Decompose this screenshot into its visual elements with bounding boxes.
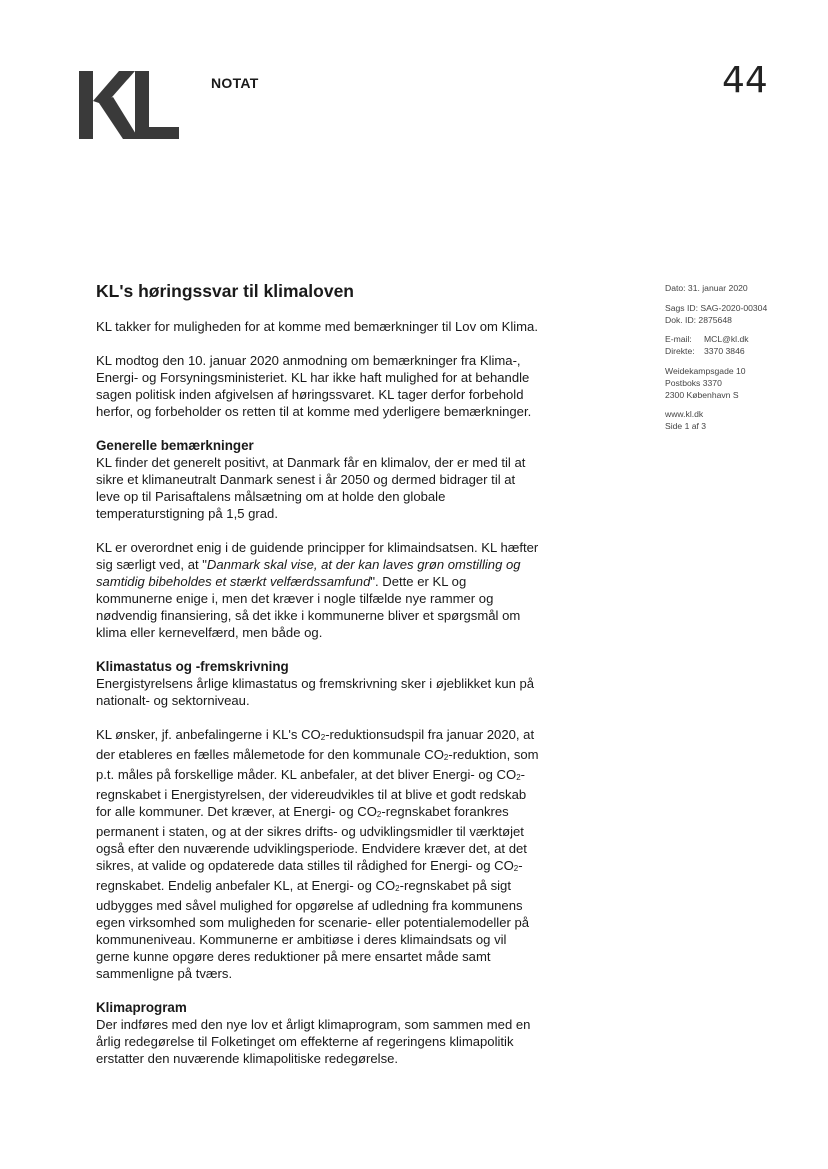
text-line: KL modtog den 10. januar 2020 anmodning om bemærkninger fra Klima-, xyxy=(96,353,521,368)
text-line: p.t. måles på forskellige måder. KL anbefaler, at det bliver Energi- og $CO_2-$ xyxy=(96,767,526,782)
generelle-paragraph-2 xyxy=(96,539,566,641)
text-line: gerne kunne opgøre deres reduktioner på mere ensartet måde samt xyxy=(96,949,491,964)
metadata-column xyxy=(665,283,805,441)
address-group xyxy=(665,366,805,401)
document-title: KL's høringssvar til klimaloven xyxy=(96,281,354,301)
section-heading-klimastatus: Klimastatus og -fremskrivning xyxy=(96,659,289,674)
text-line: også efter den nuværende udviklingsperiode. Endvidere kræver det, at det xyxy=(96,841,527,856)
text-line xyxy=(96,556,566,573)
address-city: 2300 København S xyxy=(665,389,739,400)
text-line: sagen politisk inden afgivelsen af høringssvaret. KL tager derfor forbehold xyxy=(96,387,524,402)
phone-row xyxy=(665,346,805,358)
text-line: for alle kommuner. Det kræver, at Energi- og $CO_2$-regnskabet forankres xyxy=(96,804,509,819)
text-line: permanent i staten, og at der sikres drifts- og udviklingsmidler til værktøjet xyxy=(96,824,524,839)
text-line: regnskabet i Energistyrelsen, der videreudvikles til at blive et godt redskab xyxy=(96,787,527,802)
text-line: kommunerne enige i, men det kræver i nogle tilfælde nye rammer og xyxy=(96,591,494,606)
klimastatus-paragraph-2 xyxy=(96,726,566,982)
web-group xyxy=(665,409,805,433)
email-label: E-mail: xyxy=(665,334,692,345)
text-line: sikre et klimaneutralt Danmark senest i år 2050 og dermed bidrager til at xyxy=(96,472,516,487)
text-line: regnskabet. Endelig anbefaler KL, at Energi- og $CO_2$-regnskabet på sigt xyxy=(96,878,511,893)
address-box: Postboks 3370 xyxy=(665,377,722,388)
kl-logo xyxy=(79,71,179,139)
text-fragment: sig særligt ved, at " xyxy=(96,557,207,572)
date: Dato: 31. januar 2020 xyxy=(665,283,748,293)
text-line: sikres, at valide og opdaterede data stilles til rådighed for Energi- og $CO_2-$ xyxy=(96,858,523,873)
text-line: sammenligne på tværs. xyxy=(96,966,233,981)
text-line: KL er overordnet enig i de guidende principper for klimaindsatsen. KL hæfter xyxy=(96,540,539,555)
text-fragment: ". Dette er KL og xyxy=(370,574,467,589)
text-line: klima eller kernevelfærd, men både og. xyxy=(96,625,323,640)
section-heading-klimaprogram: Klimaprogram xyxy=(96,1000,187,1015)
text-line: udbygges med såvel mulighed for opgørelse af udledning fra kommunens xyxy=(96,898,523,913)
intro-paragraph-1: KL takker for muligheden for at komme med bemærkninger til Lov om Klima. xyxy=(96,319,538,334)
date-group xyxy=(665,283,805,295)
section-heading-generelle: Generelle bemærkninger xyxy=(96,438,254,453)
intro-paragraph-2 xyxy=(96,352,566,420)
case-id: Sags ID: SAG-2020-00304 xyxy=(665,302,768,313)
text-line: nationalt- og sektorniveau. xyxy=(96,693,250,708)
text-line: KL finder det generelt positivt, at Danmark får en klimalov, der er med til at xyxy=(96,455,526,470)
text-line: leve op til Parisaftalens målsætning om at holde den globale xyxy=(96,489,446,504)
contact-group xyxy=(665,334,805,358)
generelle-paragraph-1 xyxy=(96,454,566,522)
doc-type-label: NOTAT xyxy=(211,75,259,91)
quote-text: Danmark skal vise, at der kan laves grøn omstilling og xyxy=(206,557,521,572)
klimaprogram-paragraph-1 xyxy=(96,1016,566,1067)
text-line: temperaturstigning på 1,5 grad. xyxy=(96,506,278,521)
address-street: Weidekampsgade 10 xyxy=(665,365,746,376)
text-line: Energistyrelsens årlige klimastatus og fremskrivning sker i øjeblikket kun på xyxy=(96,676,535,691)
email-row xyxy=(665,334,805,346)
text-line: erstatter den nuværende klimapolitiske redegørelse. xyxy=(96,1051,399,1066)
text-line: kommuneniveau. Kommunerne er ambitiøse i deres klimaindsats og vil xyxy=(96,932,507,947)
website: www.kl.dk xyxy=(665,409,704,420)
doc-id: Dok. ID: 2875648 xyxy=(665,314,732,325)
page-indicator: Side 1 af 3 xyxy=(665,421,707,432)
id-group xyxy=(665,303,805,327)
klimastatus-paragraph-1 xyxy=(96,675,566,709)
email-value: MCL@kl.dk xyxy=(704,334,749,345)
text-line: KL ønsker, jf. anbefalingerne i KL's $CO_2$-reduktionsudspil fra januar 2020, at xyxy=(96,727,535,742)
text-line: herfor, og forbeholder os retten til at komme med yderligere bemærkninger. xyxy=(96,404,532,419)
handwritten-page-number: 44 xyxy=(722,60,768,101)
text-line: egen virksomhed som muligheden for scenarie- eller potentialemodeller på xyxy=(96,915,530,930)
quote-text: samtidig bibeholdes et stærkt velfærdssamfund xyxy=(96,574,371,589)
phone-value: 3370 3846 xyxy=(704,346,745,357)
text-line: Energi- og Forsyningsministeriet. KL har ikke haft mulighed for at behandle xyxy=(96,370,530,385)
text-line: nødvendig finansiering, så det ikke i kommunerne bliver et spørgsmål om xyxy=(96,608,521,623)
text-line: der etableres en fælles målemetode for den kommunale $CO_2$-reduktion, som xyxy=(96,747,539,762)
document-body xyxy=(96,318,566,1084)
text-line xyxy=(96,573,566,590)
text-line: årlig redegørelse til Folketinget om effekterne af regeringens klimapolitik xyxy=(96,1034,514,1049)
phone-label: Direkte: xyxy=(665,346,695,357)
text-line: Der indføres med den nye lov et årligt klimaprogram, som sammen med en xyxy=(96,1017,531,1032)
